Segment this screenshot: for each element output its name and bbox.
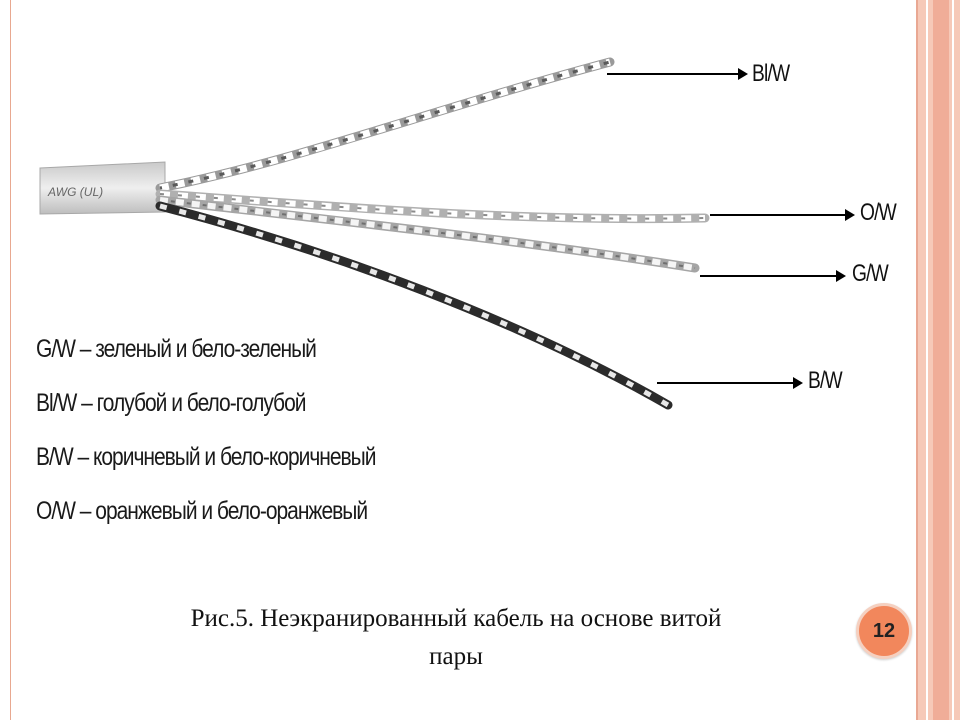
wire-label-o-w: O/W	[860, 199, 896, 226]
color-legend	[36, 322, 376, 538]
legend-item-g-w: G/W – зеленый и бело-зеленый	[36, 335, 316, 363]
wire-label-bl-w: Bl/W	[752, 60, 790, 87]
wire-label-g-w: G/W	[852, 260, 888, 287]
right-band-stripe	[952, 0, 954, 720]
page-number-badge: 12	[856, 603, 912, 659]
left-border-line	[10, 0, 11, 720]
figure-caption	[56, 600, 856, 676]
cable-print: AWG (UL)	[48, 185, 104, 199]
legend-item-bl-w: Bl/W – голубой и бело-голубой	[36, 389, 306, 417]
caption-line-2: пары	[429, 643, 483, 670]
arrow-bl-w	[607, 68, 748, 80]
arrow-b-w	[657, 377, 803, 389]
right-band-stripe	[926, 0, 928, 720]
arrow-o-w	[710, 209, 855, 221]
legend-item-o-w: O/W – оранжевый и бело-оранжевый	[36, 497, 368, 525]
wire-label-b-w: B/W	[808, 367, 842, 394]
right-band-stripe	[933, 0, 949, 720]
legend-item-b-w: B/W – коричневый и бело-коричневый	[36, 443, 376, 471]
caption-line-1: Рис.5. Неэкранированный кабель на основе витой	[190, 605, 722, 632]
arrow-g-w	[700, 270, 846, 282]
